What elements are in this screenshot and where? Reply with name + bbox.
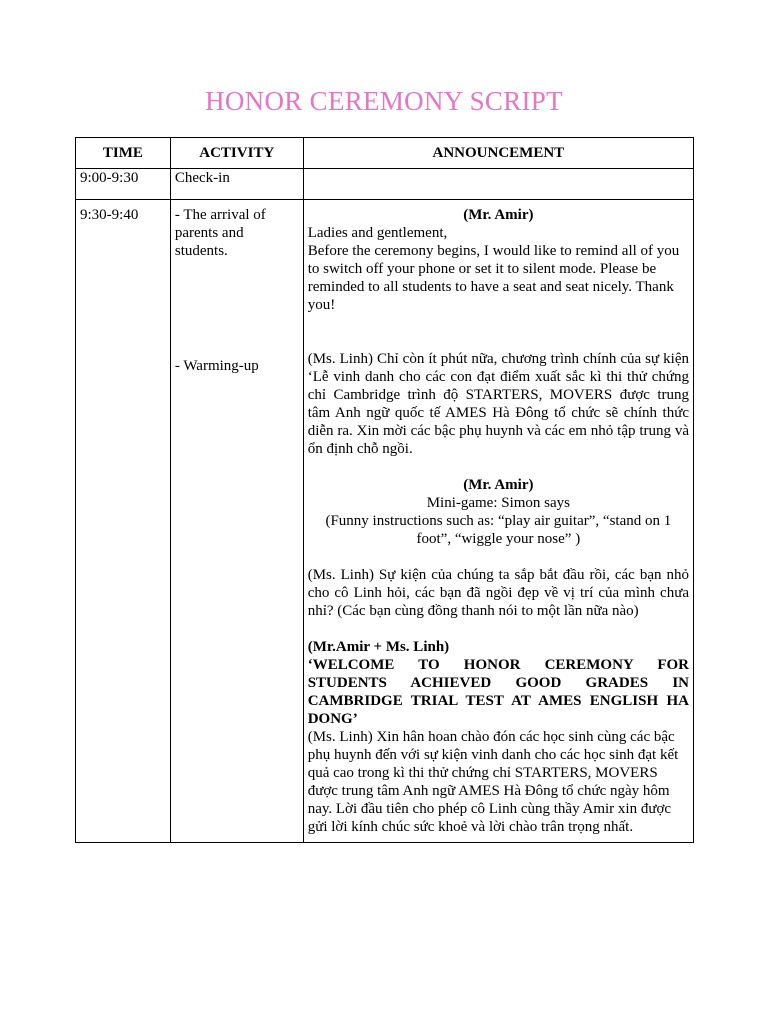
activity-warming-up: - Warming-up (174, 358, 259, 374)
header-time: TIME (76, 138, 171, 169)
table-row (76, 169, 694, 200)
welcome-banner-text: ‘WELCOME TO HONOR CEREMONY FOR STUDENTS ACHIEVED GOOD GRADES IN CAMBRIDGE TRIAL TEST AT AMES ENGLISH HA DONG’ (307, 657, 689, 727)
activity-cell (170, 200, 303, 843)
table-row (76, 200, 694, 843)
announcement-text: (Ms. Linh) Chỉ còn ít phút nữa, chương trình chính của sự kiện ‘Lễ vinh danh cho các con đạt điểm xuất sắc kì thi thử chứng chỉ Cambridge trình độ STARTERS, MOVERS được trung tâm Anh ngữ quốc tế AMES Hà Đông tổ chức sẽ chính thức diễn ra. Xin mời các bậc phụ huynh và các em nhỏ tập trung và ổn định chỗ ngồi. (307, 351, 689, 457)
announcement-cell (303, 169, 693, 200)
announcement-text: Before the ceremony begins, I would like to remind all of you to switch off your phone or set it to silent mode. Please be reminded to all students to have a seat and seat nicely. Thank you! (307, 243, 680, 313)
header-announcement: ANNOUNCEMENT (303, 138, 693, 169)
speaker-label: (Mr. Amir) (463, 477, 534, 493)
speaker-label: (Mr. Amir) (463, 207, 534, 223)
announcement-text: Ladies and gentlement, (307, 225, 448, 241)
announcement-text: (Ms. Linh) Sự kiện của chúng ta sắp bắt đầu rồi, các bạn nhỏ cho cô Linh hỏi, các bạn đã ngồi đẹp về vị trí của mình chưa nhỉ? (Các bạn cùng đồng thanh nói to một lần nữa nào) (307, 567, 689, 619)
announcement-text: Mini-game: Simon says (426, 495, 571, 511)
time-cell: 9:30-9:40 (76, 200, 171, 843)
activity-arrival: - The arrival of parents and students. (174, 207, 266, 259)
script-table (75, 137, 694, 843)
activity-cell: Check-in (170, 169, 303, 200)
header-activity: ACTIVITY (170, 138, 303, 169)
speaker-label: (Mr.Amir + Ms. Linh) (307, 639, 450, 655)
page-title: HONOR CEREMONY SCRIPT (205, 86, 563, 116)
time-cell: 9:00-9:30 (76, 169, 171, 200)
announcement-text: (Funny instructions such as: “play air guitar”, “stand on 1 foot”, “wiggle your nose” ) (325, 513, 672, 547)
announcement-cell (303, 200, 693, 843)
announcement-text: (Ms. Linh) Xin hân hoan chào đón các học sinh cùng các bậc phụ huynh đến với sự kiện vinh danh cho các học sinh đạt kết quả cao trong kì thi thử chứng chỉ STARTERS, MOVERS được trung tâm Anh ngữ AMES Hà Đông tổ chức ngày hôm nay. Lời đầu tiên cho phép cô Linh cùng thầy Amir xin được gửi lời kính chúc sức khoẻ và lời chào trân trọng nhất. (307, 729, 679, 835)
table-header-row (76, 138, 694, 169)
